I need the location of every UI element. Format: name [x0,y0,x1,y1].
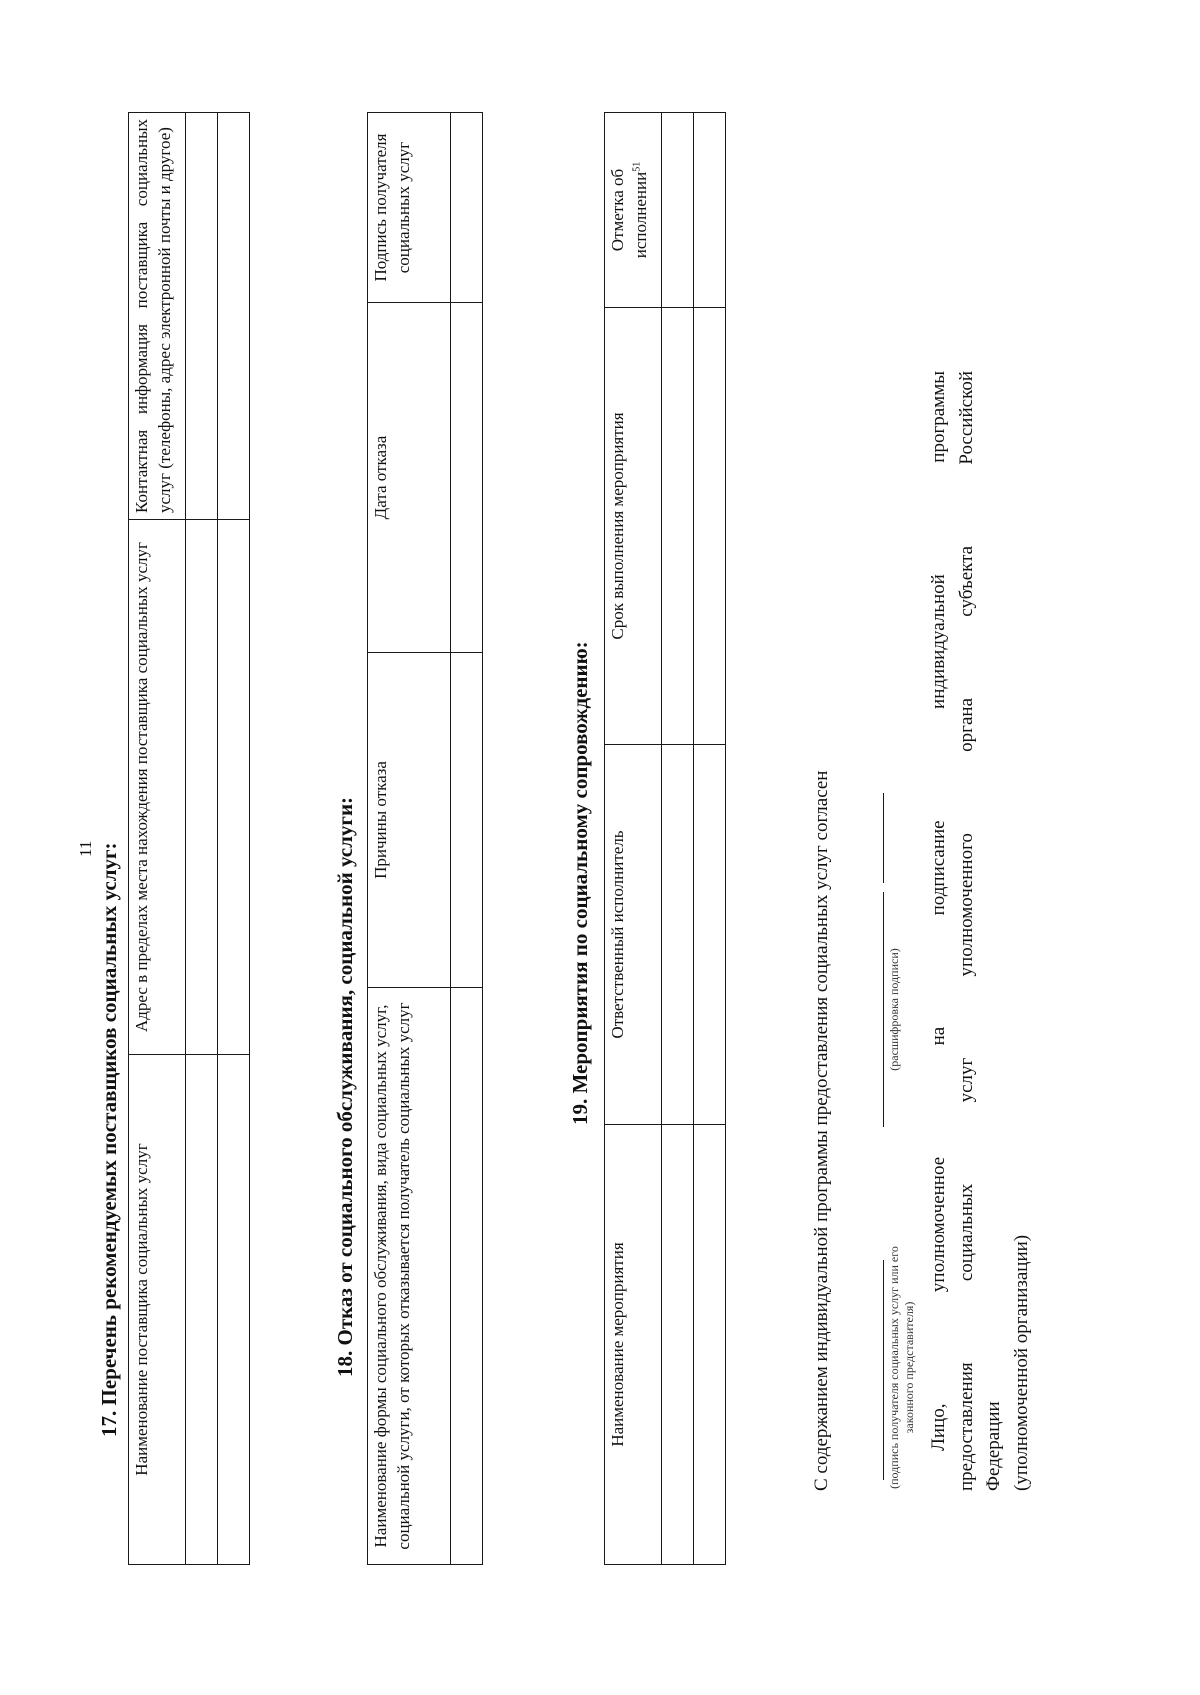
signature-line [883,1260,884,1480]
footnote-mark: 51 [631,161,643,172]
page-number: 11 [76,840,95,857]
signature-decoding-line [883,892,884,1127]
column-header: Наименование мероприятия [605,1125,662,1565]
signature-extra-line [883,793,884,883]
agreement-text: С содержанием индивидуальной программы предоставления социальных услуг согласен [811,770,832,1491]
column-header: Причины отказа [368,653,451,988]
column-header: Наименование поставщика социальных услуг [129,1055,186,1565]
table-row [218,113,250,1565]
signature-decoding-caption: (расшифровка подписи) [887,948,901,1071]
column-header: Контактная информация поставщика социальных услуг (телефоны, адрес электронной почты и другое) [129,113,186,520]
column-header: Наименование формы социального обслуживания, вида социальных услуг, социальной услуги, от которых отказывается получатель социальных услуг [368,988,451,1565]
table-row [662,113,694,1565]
table-row [186,113,218,1565]
column-header: Срок выполнения мероприятия [605,308,662,745]
providers-table [128,112,250,1565]
section-19-title: 19. Мероприятия по социальному сопровождению: [568,641,592,1125]
table-row [451,113,483,1565]
authorized-person-block [925,371,1035,1491]
column-header: Дата отказа [368,303,451,653]
section-18-title: 18. Отказ от социального обслуживания, социальной услуги: [333,796,357,1377]
authorized-person-line: предоставления социальных услуг уполномоченного органа субъекта Российской [955,371,977,1491]
table-header-row [605,113,662,1565]
refusal-table [367,112,483,1565]
table-header-row [368,113,451,1565]
support-measures-table [604,112,726,1565]
column-header: Отметка об исполнении$^{51}$ [605,113,662,308]
table-row [694,113,726,1565]
column-header: Ответственный исполнитель [605,745,662,1125]
signature-caption: (подпись получателя социальных услуг или его законного представителя) [887,1246,916,1489]
authorized-person-line: (уполномоченной организации) [1010,1234,1032,1491]
table-header-row [129,113,186,1565]
authorized-person-line: Лицо, уполномоченное на подписание индивидуальной программы [928,371,949,1451]
authorized-person-line: Федерации [983,1401,1005,1491]
column-header: Адрес в пределах места нахождения поставщика социальных услуг [129,520,186,1055]
section-17-title: 17. Перечень рекомендуемых поставщиков социальных услуг: [97,842,121,1437]
column-header: Подпись получателя социальных услуг [368,113,451,303]
